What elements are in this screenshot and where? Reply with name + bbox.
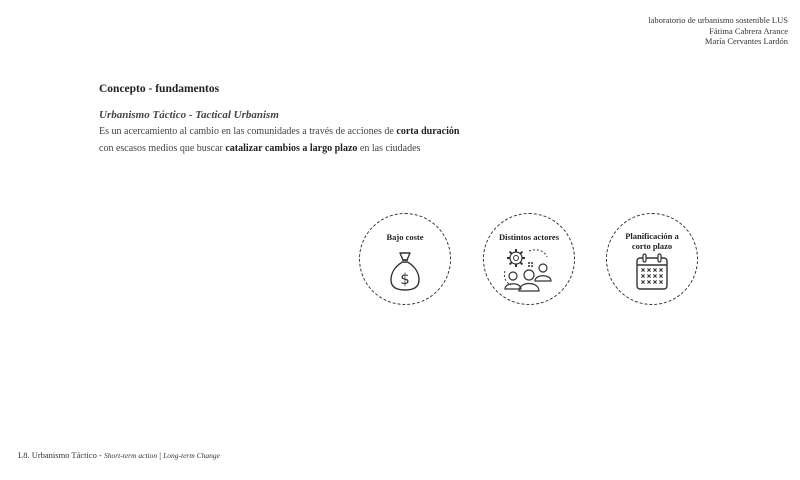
concept-label-line-1: Planificación a (625, 231, 679, 241)
concept-label: Distintos actores (498, 232, 560, 242)
footer-long-term: Long-term Change (163, 451, 220, 460)
concept-label-line-2: corto plazo (631, 241, 673, 251)
concept-circle-low-cost (359, 213, 451, 305)
description-line-2 (99, 143, 420, 154)
subtitle: Urbanismo Táctico - Tactical Urbanism (99, 109, 279, 121)
credits-author-2: María Cervantes Lardón (704, 36, 788, 46)
footer (18, 450, 220, 460)
money-bag-icon (388, 250, 422, 292)
description-emphasis: corta duración (396, 126, 460, 137)
footer-short-term: Short-term action (104, 451, 158, 460)
team-gear-icon (501, 245, 557, 295)
calendar-icon (634, 252, 670, 292)
description-text: Es un acercamiento al cambio en las comunidades a través de acciones de (99, 126, 397, 137)
concept-label: Bajo coste (386, 232, 424, 242)
credits-lab: laboratorio de urbanismo sostenible LUS (648, 15, 788, 25)
description-emphasis: catalizar cambios a largo plazo (225, 143, 358, 154)
concept-label (607, 231, 697, 251)
section-title: Concepto - fundamentos (99, 83, 220, 95)
footer-separator: | (157, 450, 164, 460)
concept-circle-short-term-planning (606, 213, 698, 305)
footer-code: L8. Urbanismo Táctico - (18, 450, 105, 460)
description-text: en las ciudades (357, 143, 421, 154)
svg-text:$: $ (400, 270, 410, 288)
credits-author-1: Fátima Cabrera Arance (709, 25, 788, 36)
description-line-1 (99, 126, 459, 137)
concept-circle-actors (483, 213, 575, 305)
description-text: con escasos medios que buscar (99, 143, 226, 154)
credits-block (648, 15, 788, 47)
